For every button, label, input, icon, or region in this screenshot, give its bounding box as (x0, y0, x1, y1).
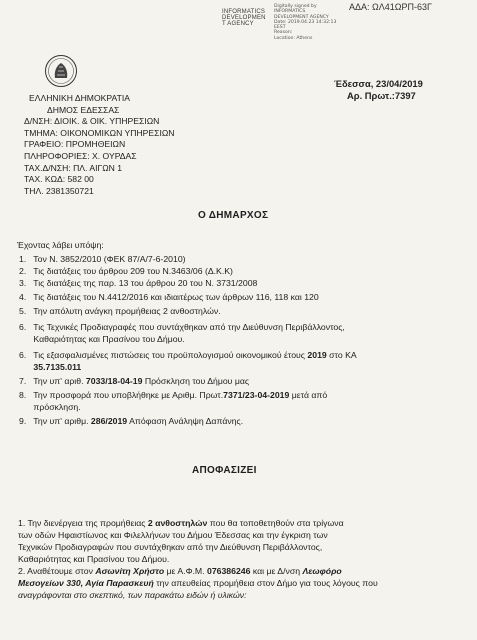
header-line: ΓΡΑΦΕΙΟ: ΠΡΟΜΗΘΕΙΩΝ (24, 139, 126, 150)
signature-left-line: T AGENCY (222, 21, 254, 28)
header-line: ΤΑΧ.Δ/ΝΣΗ: ΠΛ. ΑΙΓΩΝ 1 (24, 162, 122, 173)
header-line: ΤΑΧ. ΚΩΔ: 582 00 (24, 174, 94, 185)
signature-right-line: Reason: (274, 30, 293, 36)
signature-left-line: INFORMATICS (222, 9, 266, 15)
header-line: ΤΗΛ. 2381350721 (24, 185, 94, 196)
decision-line: Καθαριότητας και Πρασίνου του Δήμου. (18, 554, 170, 564)
intro-text: Έχοντας λάβει υπόψη: (17, 240, 104, 250)
signature-stamp-right (274, 4, 336, 41)
list-item: 7. Την υπ' αριθ. 7033/18-04-19 Πρόσκληση του Δήμου μας (19, 376, 250, 386)
list-item: 2. Τις διατάξεις του άρθρου 209 του Ν.3463/06 (Δ.Κ.Κ) (19, 266, 233, 276)
header-line: Δ/ΝΣΗ: ΔΙΟΙΚ. & ΟΙΚ. ΥΠΗΡΕΣΙΩΝ (24, 116, 160, 127)
signature-right-line: Date: 2019.04.23 14:32:13 (274, 19, 337, 25)
consideration-list (19, 253, 357, 427)
decision-title: ΑΠΟΦΑΣΙΖΕΙ (192, 465, 257, 476)
list-item: 5. Την απόλυτη ανάγκη προμήθειας 2 ανθοστηλών. (19, 306, 221, 316)
greek-state-seal-icon (44, 54, 78, 88)
list-item: 6. Τις Τεχνικές Προδιαγραφές που συντάχθηκαν από την Διεύθυνση Περιβάλλοντος, Καθαριότητας και Πρασίνου του Δήμου. (19, 322, 345, 344)
list-item: 1. Τον Ν. 3852/2010 (ΦΕΚ 87/Α/7-6-2010) (19, 254, 186, 264)
signature-right-line: Digitally signed by (274, 4, 317, 9)
header-line: ΤΜΗΜΑ: ΟΙΚΟΝΟΜΙΚΩΝ ΥΠΗΡΕΣΙΩΝ (24, 127, 175, 138)
document-title: Ο ΔΗΜΑΡΧΟΣ (198, 210, 269, 221)
list-item: 4. Τις διατάξεις του Ν.4412/2016 και ιδιαιτέρως των άρθρων 116, 118 και 120 (19, 292, 319, 302)
list-item: 6. Τις εξασφαλισμένες πιστώσεις του προϋπολογισμού οικονομικού έτους 2019 στο ΚΑ 35.7135.011 (19, 350, 357, 372)
header-line: ΔΗΜΟΣ ΕΔΕΣΣΑΣ (47, 104, 120, 115)
decision-line: αναγράφονται στο σκεπτικό, των παρακάτω ειδών ή υλικών: (18, 590, 247, 600)
decision-text (18, 517, 378, 601)
sender-header (24, 93, 174, 197)
list-item: 8. Την προσφορά που υποβλήθηκε με Αριθμ. Πρωτ.7371/23-04-2019 μετά από πρόσκληση. (19, 390, 328, 412)
protocol-number: Αρ. Πρωτ.:7397 (347, 90, 416, 101)
decision-line: 1. Την διενέργεια της προμήθειας 2 ανθοστηλών που θα τοποθετηθούν στα τρίγωνα (18, 518, 344, 528)
decision-line: των οδών Ηφαιστίωνος και Φιλελλήνων του Δήμου Έδεσσας και την έγκριση των (18, 530, 328, 540)
decision-line: Τεχνικών Προδιαγραφών που συντάχθηκαν από την Διεύθυνση Περιβάλλοντος, (18, 542, 323, 552)
signature-right-line: EEST (274, 25, 286, 31)
signature-right-line: INFORMATICS (274, 9, 306, 15)
document-date: Έδεσσα, 23/04/2019 (334, 78, 423, 89)
signature-right-line: Location: Athens (274, 35, 313, 41)
header-line: ΠΛΗΡΟΦΟΡΙΕΣ: Χ. ΟΥΡΔΑΣ (24, 150, 137, 161)
decision-line: 2. Αναθέτουμε στον Ασωνίτη Χρήστο με Α.Φ.Μ. 076386246 και με Δ/νση Λεωφόρο (18, 566, 342, 576)
signature-right-line: DEVELOPMENT AGENCY (274, 14, 329, 20)
signature-stamp-left (222, 9, 266, 28)
signature-left-line: DEVELOPMEN (222, 15, 266, 22)
ada-code: ΑΔΑ: ΩΛ41ΩΡΠ-63Γ (349, 2, 432, 12)
list-item: 9. Την υπ' αριθμ. 286/2019 Απόφαση Ανάληψη Δαπάνης. (19, 416, 244, 426)
list-item: 3. Τις διατάξεις της παρ. 13 του άρθρου 20 του Ν. 3731/2008 (19, 278, 258, 288)
decision-line: Μεσογείων 330, Αγία Παρασκευή την απευθείας προμήθεια στον Δήμο για τους λόγους που (18, 578, 378, 588)
header-line: ΕΛΛΗΝΙΚΗ ΔΗΜΟΚΡΑΤΙΑ (29, 93, 130, 103)
